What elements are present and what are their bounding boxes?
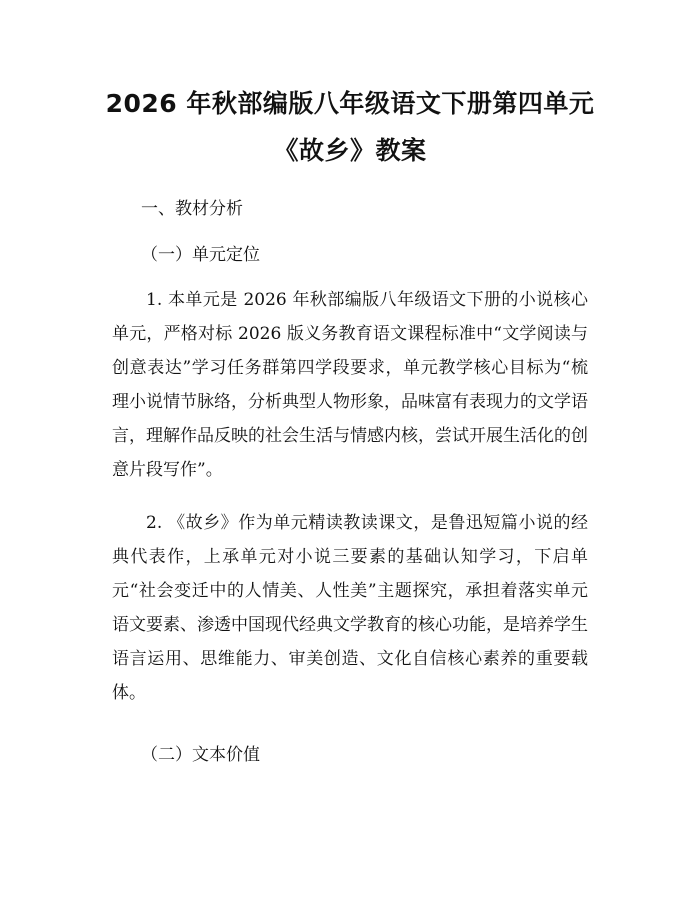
subsection-heading-unit-positioning: （一）单元定位	[141, 245, 260, 265]
section-heading-textbook-analysis: 一、教材分析	[141, 199, 243, 219]
subsection-heading-text-value: （二）文本价值	[141, 745, 260, 765]
document-title-line-2: 《故乡》教案	[273, 136, 427, 165]
paragraph-unit-positioning-1: 1. 本单元是 2026 年秋部编版八年级语文下册的小说核心单元，严格对标 2026 版义务教育语文课程标准中“文学阅读与创意表达”学习任务群第四学段要求，单元教学核心目标为“梳理小说情节脉络，分析典型人物形象，品味富有表现力的文学语言，理解作品反映的社会生活与情感内核，尝试开展生活化的创意片段写作”。	[112, 290, 588, 480]
paragraph-unit-positioning-2: 2. 《故乡》作为单元精读教读课文，是鲁迅短篇小说的经典代表作，上承单元对小说三要素的基础认知学习，下启单元“社会变迁中的人情美、人性美”主题探究，承担着落实单元语文要素、渗透中国现代经典文学教育的核心功能，是培养学生语言运用、思维能力、审美创造、文化自信核心素养的重要载体。	[112, 513, 588, 703]
document-title-line-1: 2026 年秋部编版八年级语文下册第四单元	[105, 89, 595, 118]
